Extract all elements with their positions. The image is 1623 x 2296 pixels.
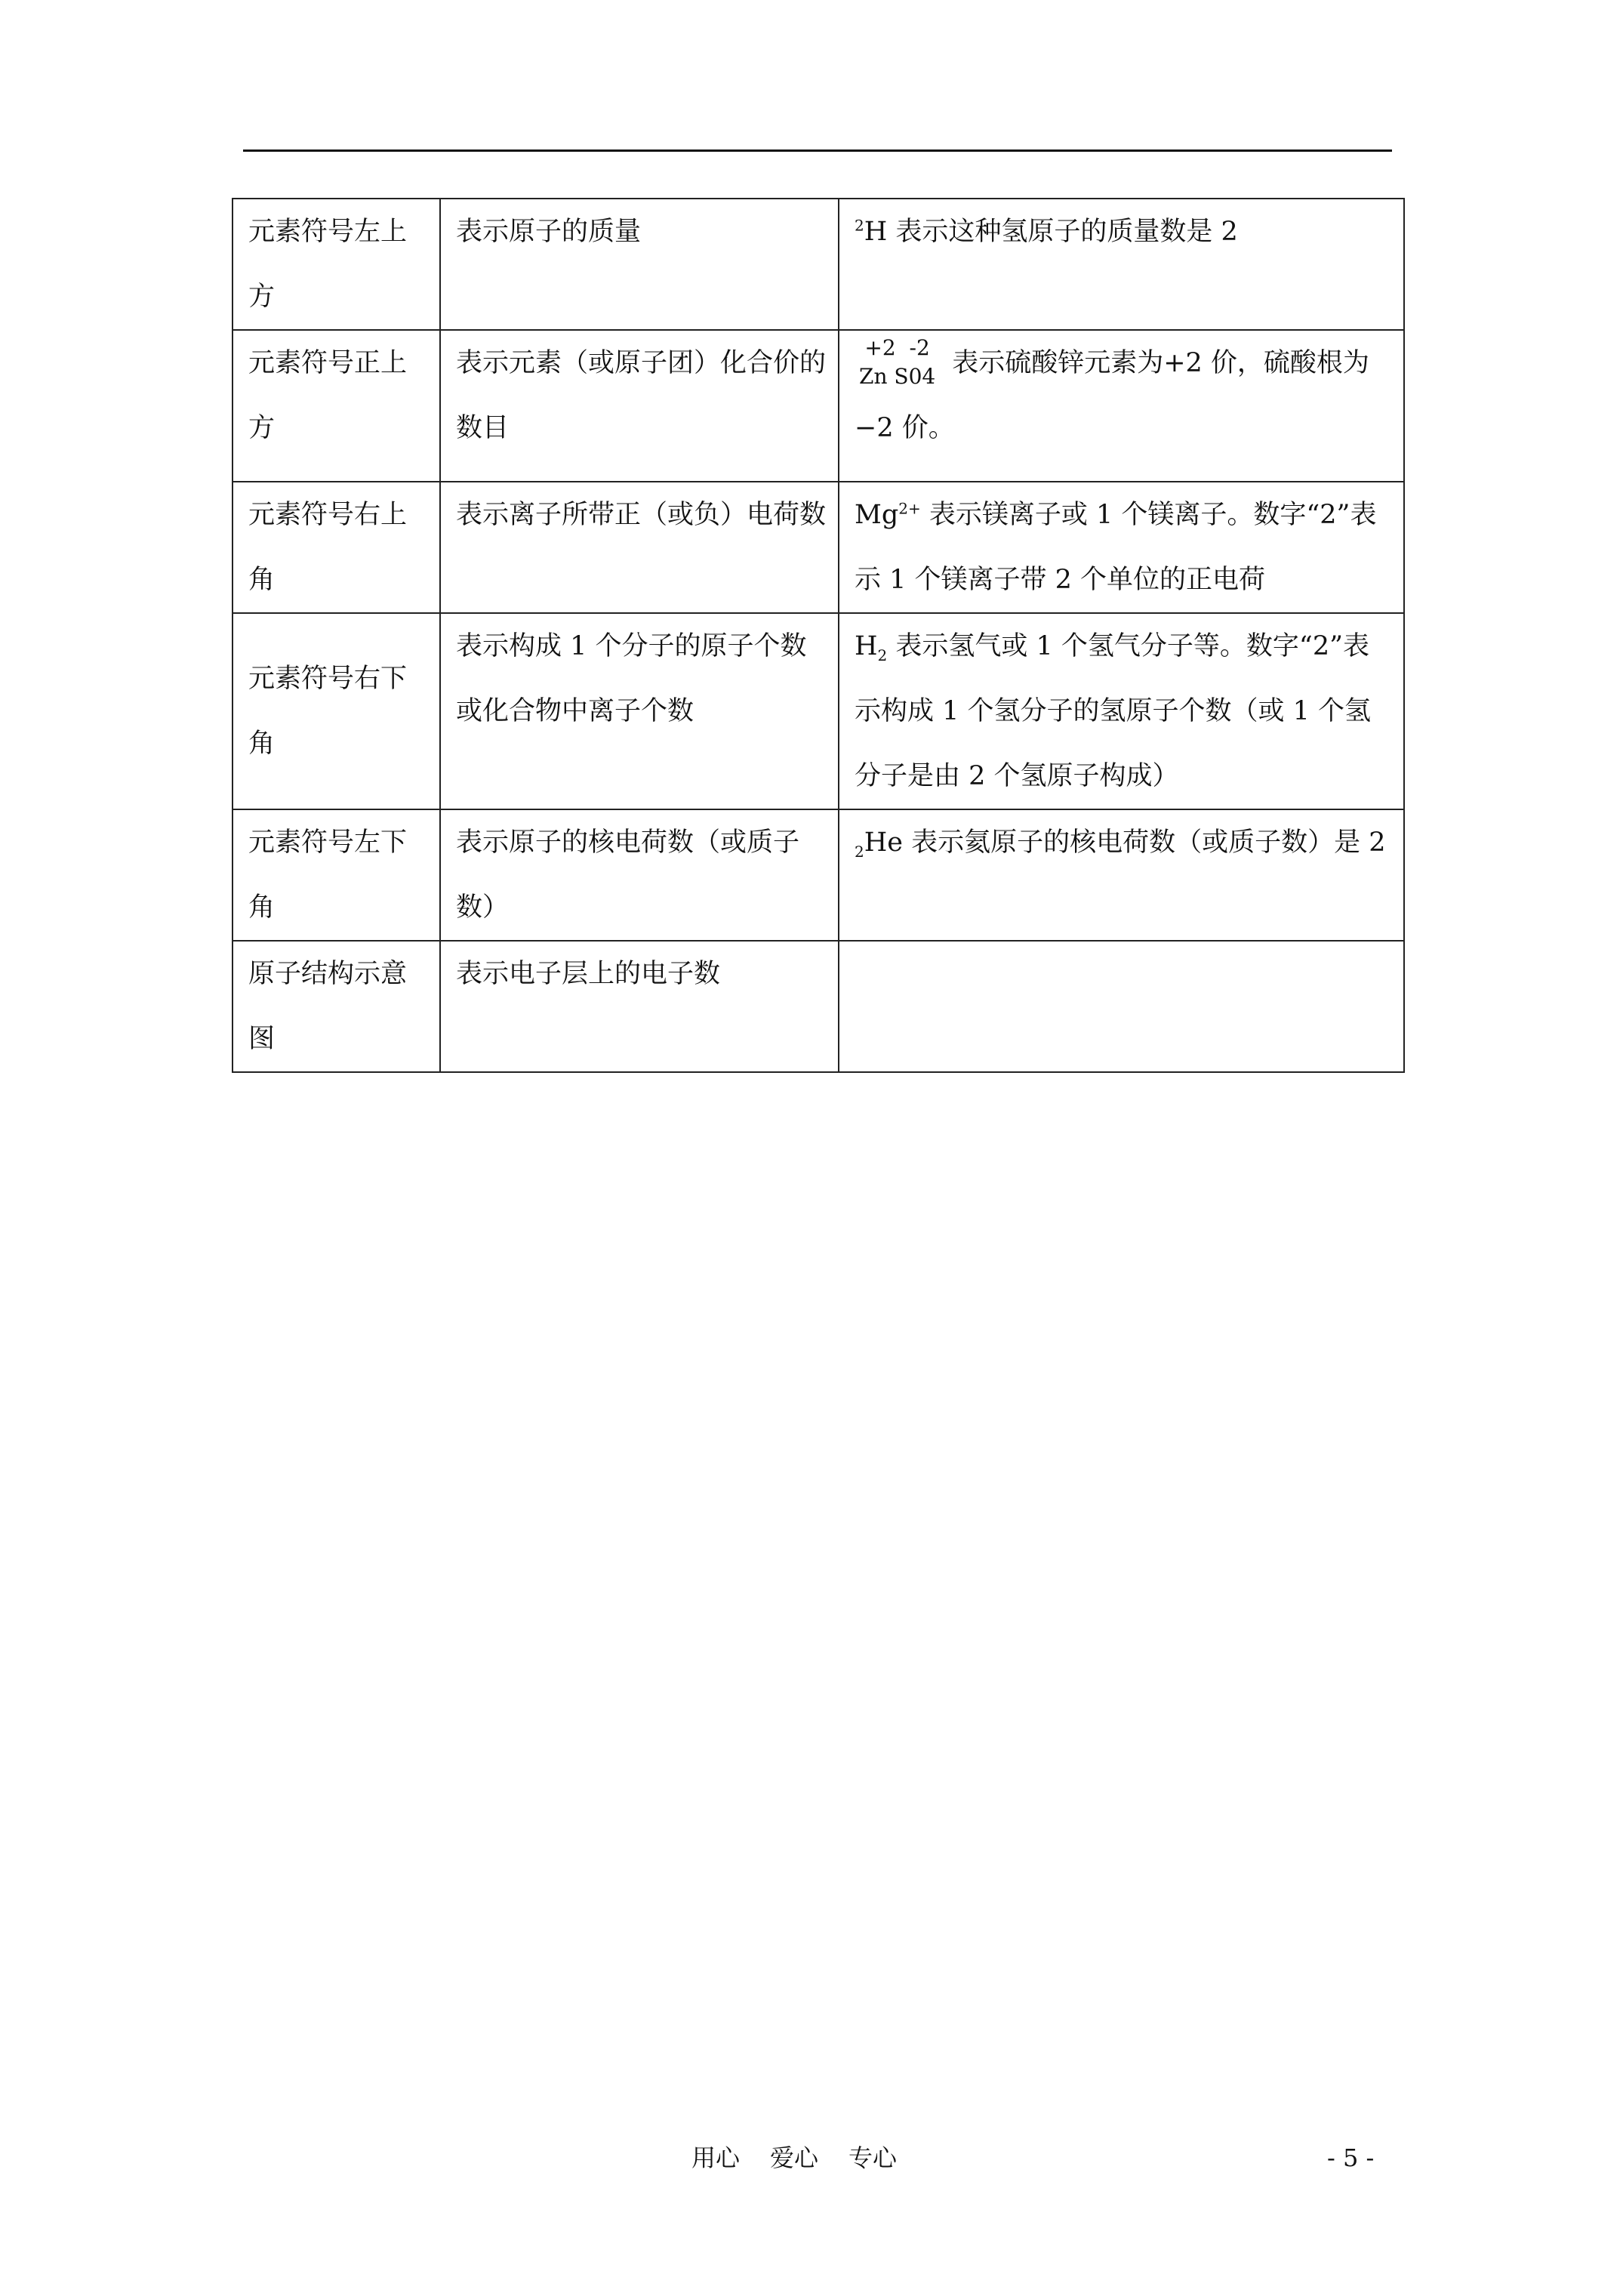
header-rule [243,149,1392,152]
meaning-cell: 表示元素（或原子团）化合价的数目 [440,330,839,482]
meaning-cell: 表示构成 1 个分子的原子个数或化合物中离子个数 [440,613,839,809]
notation-table [232,198,1405,1073]
position-cell: 元素符号左上方 [233,199,440,330]
valence-values: +2 -2 [864,335,930,360]
table-row [233,482,1404,613]
atomic-number: 2 [855,843,864,861]
example-cell [839,482,1404,613]
example-text: 表示镁离子或 1 个镁离子。数字“2”表示 1 个镁离子带 2 个单位的正电荷 [855,500,1377,595]
table-row [233,199,1404,330]
footer-motto-item: 爱心 [770,2143,819,2172]
meaning-cell: 表示原子的核电荷数（或质子数） [440,809,839,941]
position-cell: 元素符号右上角 [233,482,440,613]
valence-formula: Zn S04 [859,364,936,389]
valence-notation [859,334,935,391]
atom-count: 2 [877,646,888,664]
footer-motto [691,2143,927,2173]
meaning-cell: 表示原子的质量 [440,199,839,330]
example-cell [839,809,1404,941]
example-cell [839,330,1404,482]
footer-motto-item: 专心 [848,2143,898,2172]
meaning-cell: 表示电子层上的电子数 [440,941,839,1072]
footer-motto-item: 用心 [691,2143,741,2172]
table-row [233,941,1404,1072]
element-symbol: He [864,827,903,858]
example-cell [839,941,1404,1072]
position-cell: 元素符号正上方 [233,330,440,482]
element-symbol: Mg [855,500,899,530]
table-row [233,613,1404,809]
position-cell: 元素符号左下角 [233,809,440,941]
example-text: 表示这种氢原子的质量数是 2 [895,217,1238,247]
position-cell: 原子结构示意图 [233,941,440,1072]
position-cell: 元素符号右下角 [233,613,440,809]
example-text: 表示氦原子的核电荷数（或质子数）是 2 [911,827,1386,858]
example-cell [839,613,1404,809]
example-text: 表示硫酸锌元素为+2 价，硫酸根为−2 价。 [855,348,1369,443]
table-row [233,330,1404,482]
table-row [233,809,1404,941]
element-symbol: H [864,217,888,247]
mass-number: 2 [855,216,864,235]
element-symbol: H [855,631,878,661]
example-text: 表示氢气或 1 个氢气分子等。数字“2”表示构成 1 个氢分子的氢原子个数（或 1 个氢分子是由 2 个氢原子构成） [855,631,1372,791]
page-number: - 5 - [1327,2143,1375,2172]
example-cell [839,199,1404,330]
meaning-cell: 表示离子所带正（或负）电荷数 [440,482,839,613]
ion-charge: 2+ [898,499,921,518]
